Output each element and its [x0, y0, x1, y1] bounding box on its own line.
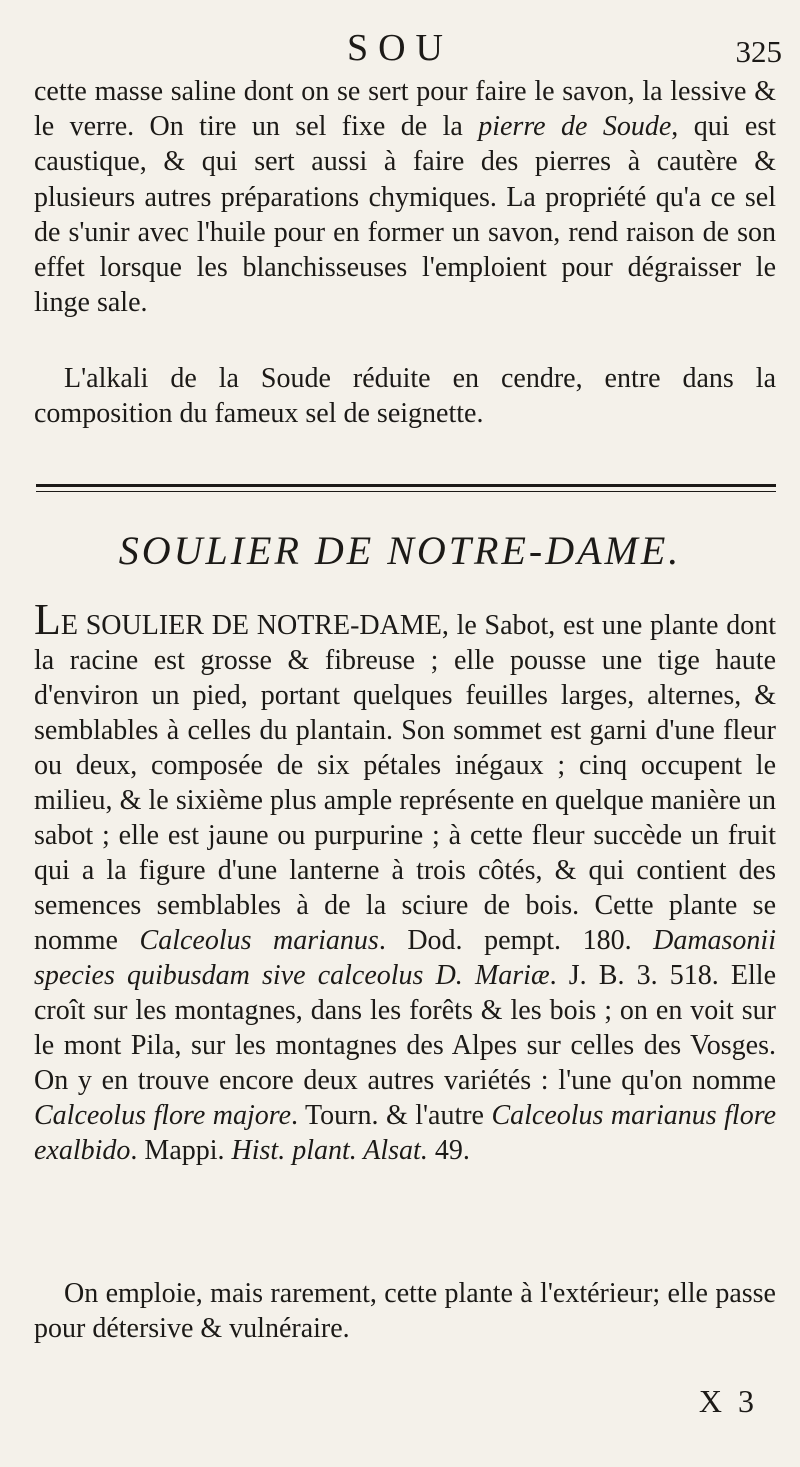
italic-term: Calceolus marianus flore exalbido: [34, 1100, 776, 1166]
text-run: , qui est caustique, & qui sert aussi à faire des pierres à cautère & plusieurs autres préparations chymiques. La propriété qu'a ce sel de s'unir avec l'huile pour en former un savon, rend raison de son effet lorsque les blanchisseuses l'emploient pour dégraisser le linge sale.: [34, 111, 777, 319]
running-title: SOU: [346, 27, 454, 69]
text-run: 49.: [427, 1135, 470, 1166]
italic-term: Damasonii species quibusdam sive calceolus D. Mariæ: [34, 925, 776, 991]
italic-term: Hist. plant. Alsat.: [231, 1135, 428, 1166]
text-run: . Tourn. & l'autre: [291, 1100, 492, 1131]
entry-lead: E SOULIER DE NOTRE-DAME: [60, 610, 442, 641]
drop-cap: L: [34, 595, 61, 644]
entry-final-paragraph: L'alkali de la Soude réduite en cendre, entre dans la composition du fameux sel de seignette.: [34, 363, 776, 430]
entry-body-paragraph: [34, 595, 776, 1168]
text-run: . Mappi.: [130, 1135, 232, 1166]
page-number: 325: [735, 34, 782, 69]
signature-mark: X 3: [698, 1383, 758, 1419]
section-divider-thin: [36, 491, 776, 492]
entry-heading: SOULIER DE NOTRE-DAME.: [118, 528, 682, 573]
text-run: . Dod. pempt. 180.: [378, 925, 654, 956]
text-run: . J. B. 3. 518. Elle croît sur les montagnes, dans les forêts & les bois ; on en voit sur le mont Pila, sur les montagnes des Alpes sur celles des Vosges. On y en trouve encore deux autres variétés : l'une qu'on nomme: [34, 960, 776, 1096]
text-run: cette masse saline dont on se sert pour faire le savon, la lessive & le verre. On tire un sel fixe de la: [34, 76, 776, 143]
text-run: , le Sabot, est une plante dont la racine est grosse & fibreuse ; elle pousse une tige haute d'environ un pied, portant quelques feuilles larges, alternes, & semblables à celles du plantain. Son sommet est garni d'une fleur ou deux, composée de six pétales inégaux ; cinq occupent le milieu, & le sixième plus ample représente en quelque manière un sabot ; elle est jaune ou purpurine ; à cette fleur succède un fruit qui a la figure d'une lanterne à trois côtés, & qui contient des semences semblables à de la sciure de bois. Cette plante se nomme: [34, 610, 776, 956]
italic-term: pierre de Soude: [478, 111, 672, 143]
italic-term: Calceolus marianus: [139, 925, 379, 956]
entry-usage-paragraph: On emploie, mais rarement, cette plante à l'extérieur; elle passe pour détersive & vulnéraire.: [34, 1278, 776, 1344]
entry-continuation-paragraph: [34, 74, 776, 320]
running-header: [0, 26, 800, 76]
italic-term: Calceolus flore majore: [34, 1100, 292, 1131]
section-divider: [36, 484, 776, 487]
